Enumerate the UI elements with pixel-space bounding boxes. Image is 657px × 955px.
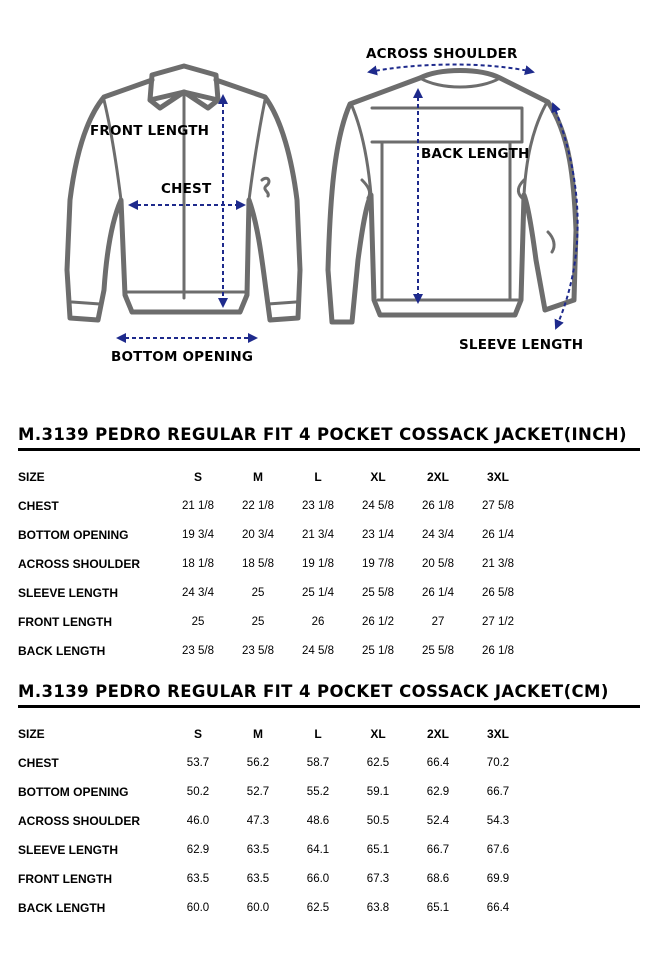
table-cell: 52.4: [426, 814, 450, 827]
table-cell: 26 1/4: [482, 528, 514, 541]
jacket-measurement-diagram: [0, 0, 657, 400]
table-cell: 19 7/8: [362, 557, 394, 570]
table-cell: 66.4: [426, 756, 450, 769]
table-cell: 50.5: [366, 814, 390, 827]
row-label: SLEEVE LENGTH: [18, 842, 119, 857]
table-cell: 21 1/8: [182, 499, 214, 512]
table-cell: 25: [251, 586, 265, 599]
table-row: [18, 549, 528, 578]
table-cell: 63.5: [246, 843, 270, 856]
table-cell: 24 5/8: [362, 499, 394, 512]
table-cell: 23 5/8: [242, 644, 274, 657]
table-cell: 50.2: [186, 785, 210, 798]
table-cell: 25 1/4: [302, 586, 334, 599]
table-cell: 63.8: [366, 901, 390, 914]
back-length-label: BACK LENGTH: [421, 146, 530, 162]
table-cell: 63.5: [186, 872, 210, 885]
table-cell: 26 1/4: [422, 586, 454, 599]
table-cell: 22 1/8: [242, 499, 274, 512]
table-cell: 25 1/8: [362, 644, 394, 657]
row-label: CHEST: [18, 755, 59, 770]
row-label: BOTTOM OPENING: [18, 527, 129, 542]
table-cell: 23 1/8: [302, 499, 334, 512]
table-header-row: [18, 719, 528, 748]
across-shoulder-label: ACROSS SHOULDER: [366, 46, 518, 62]
header-cell: XL: [370, 469, 386, 484]
table-cell: 47.3: [246, 814, 270, 827]
table-cell: 27 1/2: [482, 615, 514, 628]
table-cell: 65.1: [366, 843, 390, 856]
bottom-opening-label: BOTTOM OPENING: [111, 349, 254, 365]
row-label: SLEEVE LENGTH: [18, 585, 119, 600]
table-cell: 26 1/8: [422, 499, 454, 512]
header-cell: S: [193, 726, 202, 741]
table-cell: 62.9: [426, 785, 450, 798]
sleeve-length-label: SLEEVE LENGTH: [459, 337, 584, 353]
table-cell: 62.9: [186, 843, 210, 856]
chest-label: CHEST: [161, 181, 212, 197]
table-cell: 23 1/4: [362, 528, 394, 541]
table-row: [18, 864, 528, 893]
table-cell: 24 3/4: [422, 528, 454, 541]
table-cell: 23 5/8: [182, 644, 214, 657]
table-row: [18, 578, 528, 607]
table-cell: 68.6: [426, 872, 450, 885]
table-cell: 65.1: [426, 901, 450, 914]
row-label: BOTTOM OPENING: [18, 784, 129, 799]
row-label: BACK LENGTH: [18, 900, 106, 915]
table-cell: 52.7: [246, 785, 270, 798]
table-cell: 59.1: [366, 785, 390, 798]
table-cell: 58.7: [306, 756, 330, 769]
table-cell: 19 3/4: [182, 528, 214, 541]
row-label: FRONT LENGTH: [18, 614, 112, 629]
table-cell: 66.7: [426, 843, 450, 856]
table-cell: 26: [311, 615, 325, 628]
table-cell: 54.3: [486, 814, 510, 827]
table-row: [18, 777, 528, 806]
table-cell: 67.3: [366, 872, 390, 885]
table-header-row: [18, 462, 528, 491]
table-cell: 62.5: [366, 756, 390, 769]
table-cell: 25: [191, 615, 205, 628]
row-label: CHEST: [18, 498, 59, 513]
header-cell: L: [314, 726, 322, 741]
header-cell: L: [314, 469, 322, 484]
header-cell: 2XL: [426, 726, 449, 741]
table-row: [18, 491, 528, 520]
header-cell: XL: [370, 726, 386, 741]
header-cell: 3XL: [486, 469, 509, 484]
header-cell: SIZE: [18, 469, 45, 484]
table-cell: 60.0: [246, 901, 270, 914]
table-cell: 25: [251, 615, 265, 628]
table-cell: 53.7: [186, 756, 210, 769]
table-cell: 18 1/8: [182, 557, 214, 570]
back-jacket-illustration: [328, 71, 576, 323]
table-cell: 66.7: [486, 785, 510, 798]
table-cell: 56.2: [246, 756, 270, 769]
inch-size-table: [18, 462, 528, 665]
table-cell: 25 5/8: [422, 644, 454, 657]
table-row: [18, 893, 528, 922]
table-cell: 19 1/8: [302, 557, 334, 570]
inch-table-title: M.3139 PEDRO REGULAR FIT 4 POCKET COSSACK JACKET(INCH): [18, 425, 640, 451]
table-row: [18, 520, 528, 549]
header-cell: M: [253, 726, 263, 741]
row-label: BACK LENGTH: [18, 643, 106, 658]
table-cell: 21 3/8: [482, 557, 514, 570]
table-cell: 20 5/8: [422, 557, 454, 570]
table-cell: 27: [431, 615, 445, 628]
row-label: ACROSS SHOULDER: [18, 813, 141, 828]
inch-size-chart: [18, 425, 640, 665]
table-row: [18, 748, 528, 777]
table-cell: 66.4: [486, 901, 510, 914]
table-row: [18, 806, 528, 835]
table-cell: 70.2: [486, 756, 510, 769]
header-cell: 3XL: [486, 726, 509, 741]
header-cell: S: [193, 469, 202, 484]
table-cell: 24 5/8: [302, 644, 334, 657]
table-cell: 48.6: [306, 814, 330, 827]
table-cell: 63.5: [246, 872, 270, 885]
table-cell: 24 3/4: [182, 586, 214, 599]
table-cell: 26 1/2: [362, 615, 394, 628]
table-cell: 66.0: [306, 872, 330, 885]
header-cell: SIZE: [18, 726, 45, 741]
cm-size-chart: [18, 682, 640, 922]
table-cell: 21 3/4: [302, 528, 334, 541]
table-cell: 27 5/8: [482, 499, 514, 512]
table-cell: 55.2: [306, 785, 330, 798]
table-cell: 26 1/8: [482, 644, 514, 657]
table-row: [18, 835, 528, 864]
row-label: ACROSS SHOULDER: [18, 556, 141, 571]
table-cell: 20 3/4: [242, 528, 274, 541]
table-cell: 62.5: [306, 901, 330, 914]
table-cell: 26 5/8: [482, 586, 514, 599]
table-cell: 46.0: [186, 814, 210, 827]
header-cell: M: [253, 469, 263, 484]
table-cell: 64.1: [306, 843, 330, 856]
table-cell: 67.6: [486, 843, 510, 856]
table-cell: 69.9: [486, 872, 510, 885]
table-cell: 25 5/8: [362, 586, 394, 599]
table-row: [18, 607, 528, 636]
table-row: [18, 636, 528, 665]
cm-size-table: [18, 719, 528, 922]
table-cell: 60.0: [186, 901, 210, 914]
cm-table-title: M.3139 PEDRO REGULAR FIT 4 POCKET COSSACK JACKET(CM): [18, 682, 640, 708]
table-cell: 18 5/8: [242, 557, 274, 570]
header-cell: 2XL: [426, 469, 449, 484]
front-length-label: FRONT LENGTH: [90, 123, 210, 139]
row-label: FRONT LENGTH: [18, 871, 112, 886]
